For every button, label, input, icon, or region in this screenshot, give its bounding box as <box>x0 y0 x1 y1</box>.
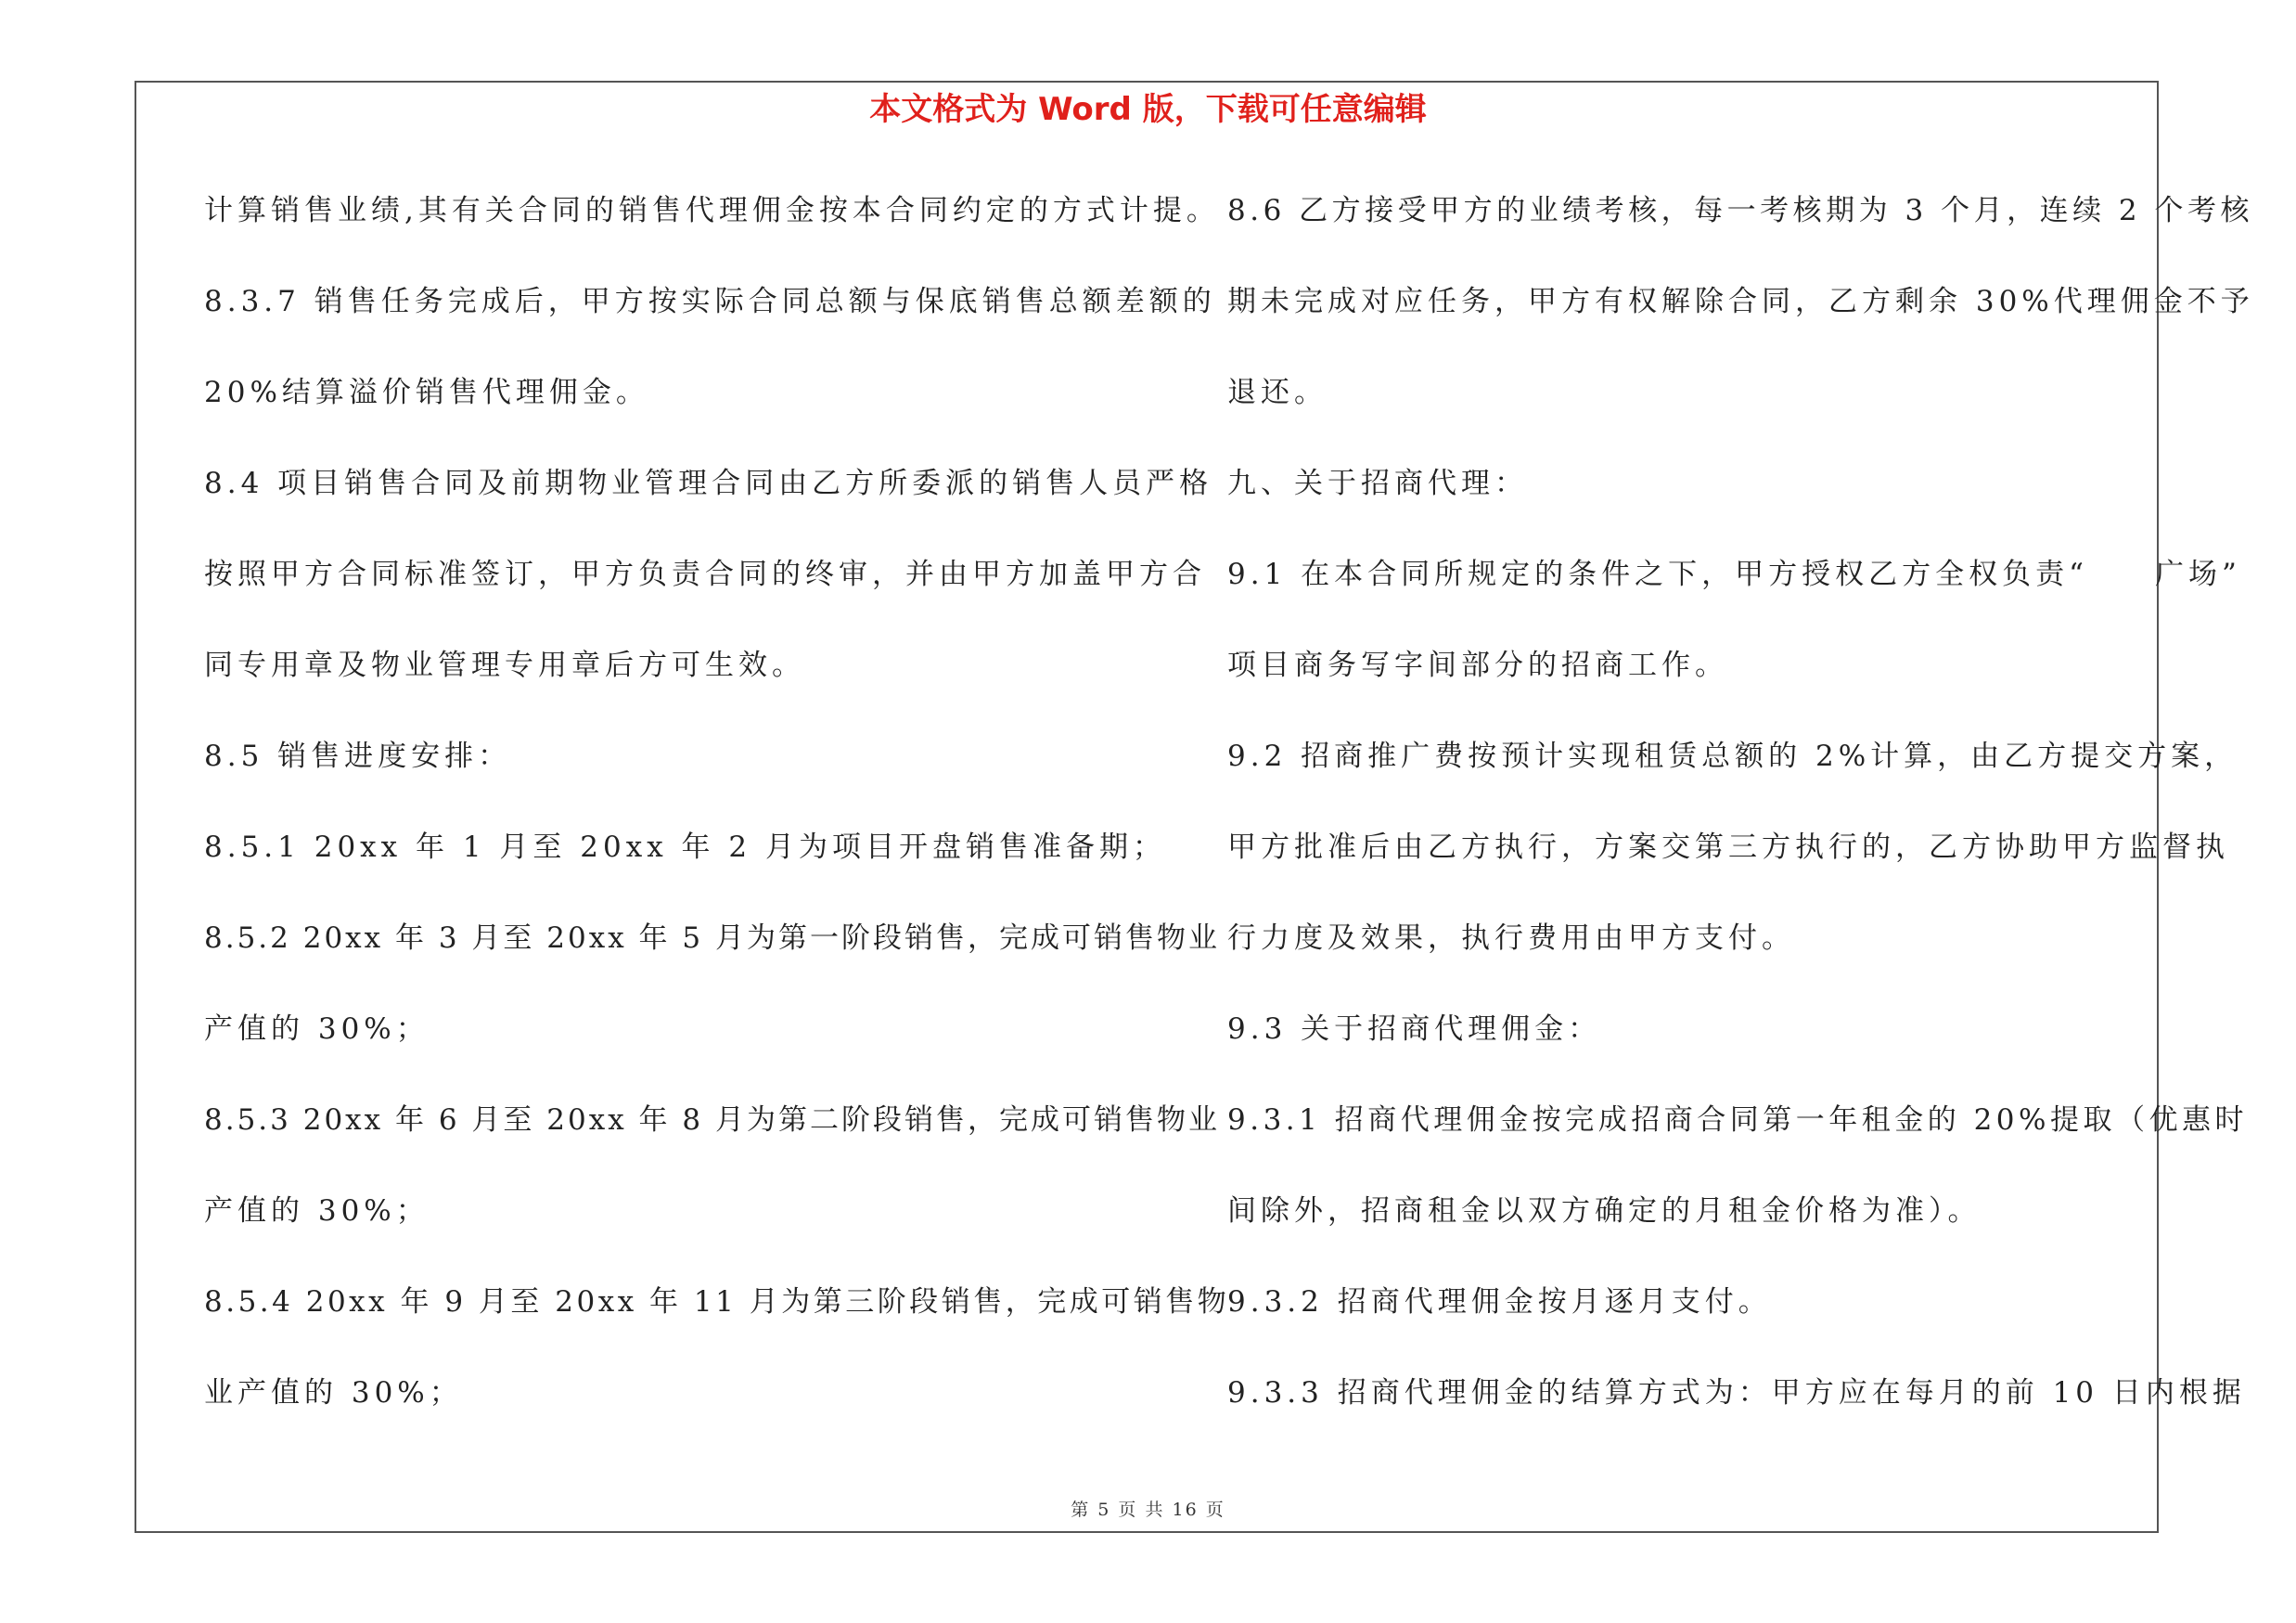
text-line: 退还。 <box>1227 376 1328 409</box>
page-number: 第 5 页 共 16 页 <box>1071 1500 1225 1520</box>
text-line: 间除外，招商租金以双方确定的月租金价格为准）。 <box>1227 1194 1982 1228</box>
text-line: 同专用章及物业管理专用章后方可生效。 <box>204 649 805 682</box>
text-line: 项目商务写字间部分的招商工作。 <box>1227 649 1728 682</box>
word-format-banner: 本文格式为 Word 版，下载可任意编辑 <box>869 91 1427 128</box>
text-line: 8.5.4 20xx 年 9 月至 20xx 年 11 月为第三阶段销售，完成可销售物 <box>204 1285 1230 1319</box>
section-heading: 九、关于招商代理： <box>1227 467 1528 500</box>
text-line: 行力度及效果，执行费用由甲方支付。 <box>1227 921 1795 955</box>
text-line: 9.3.2 招商代理佣金按月逐月支付。 <box>1227 1285 1772 1319</box>
text-line: 20%结算溢价销售代理佣金。 <box>204 376 649 409</box>
text-line: 9.3.3 招商代理佣金的结算方式为：甲方应在每月的前 10 日内根据 <box>1227 1376 2246 1410</box>
text-line: 9.3 关于招商代理佣金： <box>1227 1012 1602 1046</box>
text-line: 8.4 项目销售合同及前期物业管理合同由乙方所委派的销售人员严格 <box>204 467 1213 500</box>
text-line: 产值的 30%； <box>204 1012 430 1046</box>
text-line: 8.5.2 20xx 年 3 月至 20xx 年 5 月为第一阶段销售，完成可销售物业 <box>204 921 1220 955</box>
text-line: 8.3.7 销售任务完成后，甲方按实际合同总额与保底销售总额差额的 <box>204 285 1216 318</box>
text-line: 产值的 30%； <box>204 1194 430 1228</box>
text-line: 按照甲方合同标准签订，甲方负责合同的终审，并由甲方加盖甲方合 <box>204 558 1206 591</box>
text-line: 8.6 乙方接受甲方的业绩考核，每一考核期为 3 个月，连续 2 个考核 <box>1227 194 2254 227</box>
text-line: 8.5.3 20xx 年 6 月至 20xx 年 8 月为第二阶段销售，完成可销售物业 <box>204 1103 1220 1137</box>
text-line: 9.3.1 招商代理佣金按完成招商合同第一年租金的 20%提取（优惠时 <box>1227 1103 2248 1137</box>
text-line: 9.1 在本合同所规定的条件之下，甲方授权乙方全权负责“ 广场” <box>1227 558 2241 591</box>
text-line: 8.5 销售进度安排： <box>204 740 512 773</box>
text-line: 业产值的 30%； <box>204 1376 463 1410</box>
text-line: 计算销售业绩,其有关合同的销售代理佣金按本合同约定的方式计提。 <box>204 194 1220 227</box>
text-line: 甲方批准后由乙方执行，方案交第三方执行的，乙方协助甲方监督执 <box>1227 831 2229 864</box>
text-line: 9.2 招商推广费按预计实现租赁总额的 2%计算，由乙方提交方案， <box>1227 740 2238 773</box>
text-line: 期未完成对应任务，甲方有权解除合同，乙方剩余 30%代理佣金不予 <box>1227 285 2254 318</box>
text-line: 8.5.1 20xx 年 1 月至 20xx 年 2 月为项目开盘销售准备期； <box>204 831 1166 864</box>
